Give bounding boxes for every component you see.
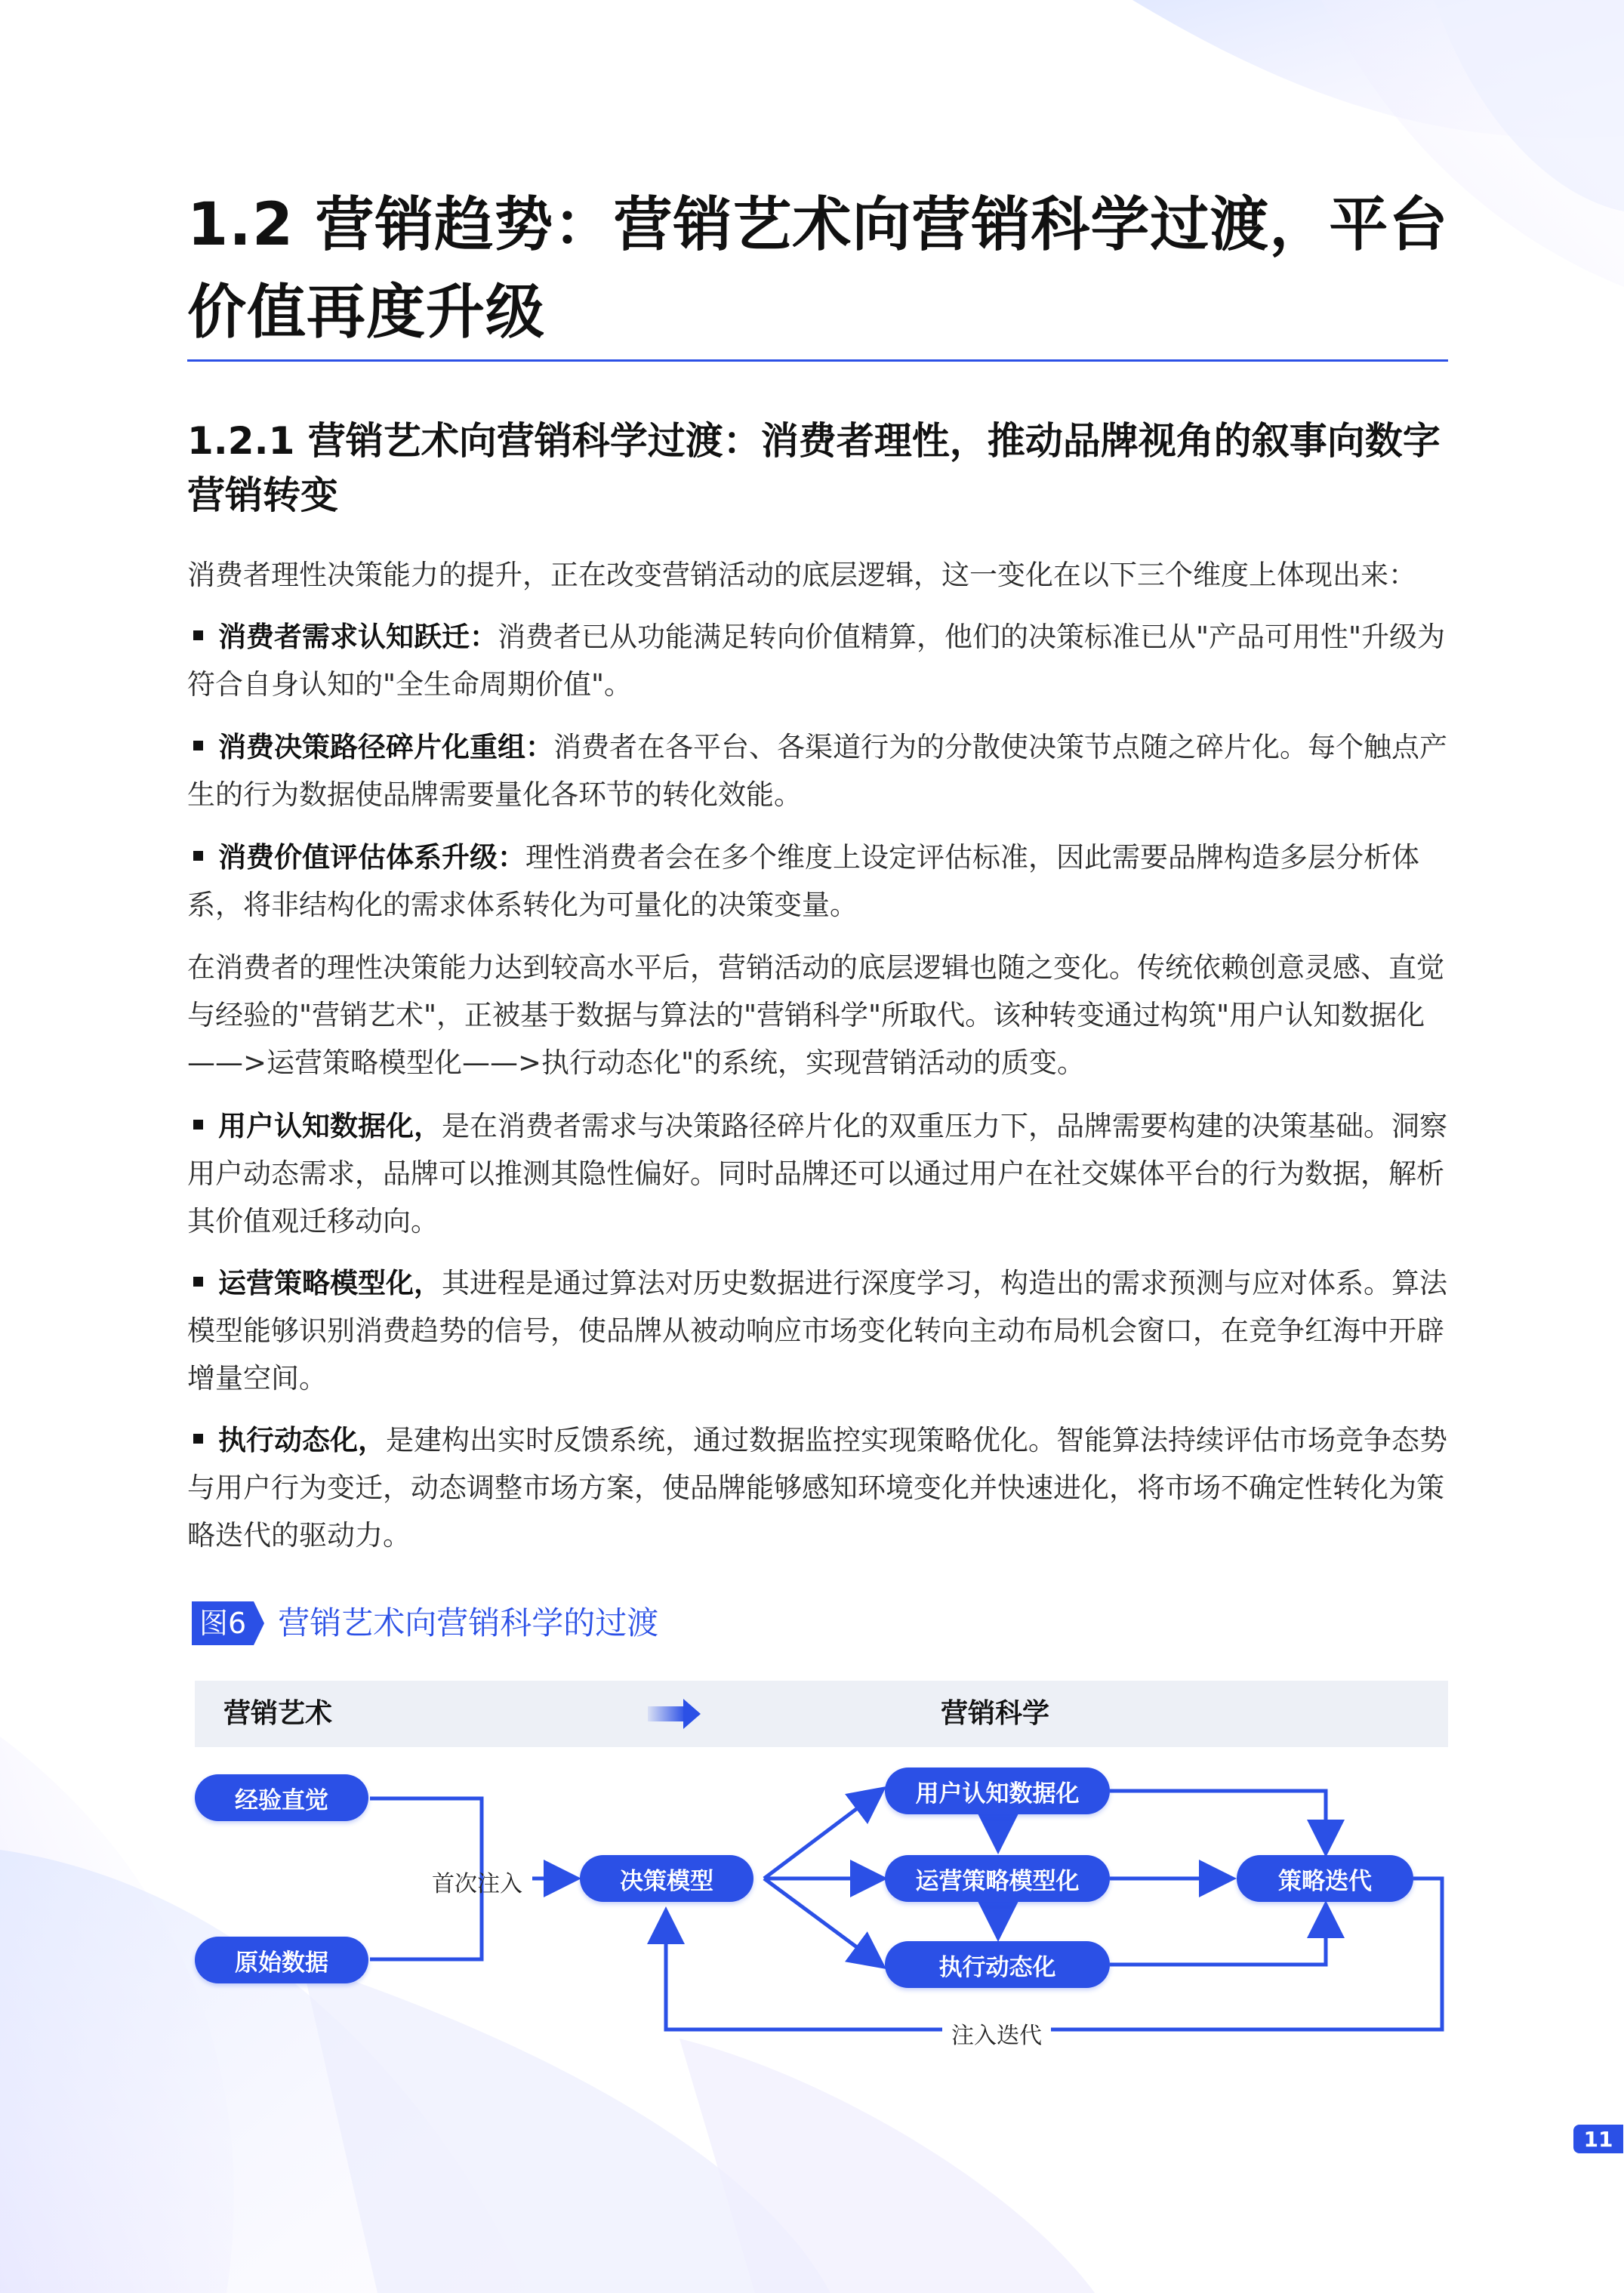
bullet-title: 消费价值评估体系升级： [218, 841, 525, 874]
bullet-title: 运营策略模型化， [218, 1267, 442, 1299]
bullet-title: 执行动态化， [218, 1424, 386, 1456]
subsection-heading: 1.2.1 营销艺术向营销科学过渡：消费者理性，推动品牌视角的叙事向数字营销转变 [187, 419, 1441, 517]
bullet-title: 消费决策路径碎片化重组： [218, 731, 553, 763]
header-marketing-art: 营销艺术 [223, 1698, 333, 1729]
header-arrow-icon [648, 1699, 701, 1729]
bullet-text: 消费者在各平台、各渠道行为的分散使决策节点随之碎片化。每个触点产生的行为数据使品牌需要量化各环节的转化效能。 [187, 731, 1447, 811]
node-strategy-iteration: 策略迭代 [1237, 1855, 1413, 1902]
bullet-title: 消费者需求认知跃迁： [218, 621, 498, 653]
node-operation-strategy-model: 运营策略模型化 [885, 1855, 1110, 1902]
section-heading: 1.2 营销趋势：营销艺术向营销科学过渡，平台价值再度升级 [187, 191, 1449, 347]
bullet-text: 是在消费者需求与决策路径碎片化的双重压力下，品牌需要构建的决策基础。洞察用户动态需求，品牌可以推测其隐性偏好。同时品牌还可以通过用户在社交媒体平台的行为数据，解析其价值观迁移动向。 [187, 1110, 1447, 1237]
intro-paragraph: 消费者理性决策能力的提升，正在改变营销活动的底层逻辑，这一变化在以下三个维度上体现出来： [187, 559, 1416, 591]
header-marketing-science: 营销科学 [941, 1698, 1050, 1729]
label-inject-iterate: 注入迭代 [942, 2017, 1051, 2050]
bullet-text: 消费者已从功能满足转向价值精算，他们的决策标准已从"产品可用性"升级为符合自身认知的"全生命周期价值"。 [187, 621, 1446, 701]
figure-caption: 营销艺术向营销科学的过渡 [278, 1604, 659, 1641]
label-first-inject: 首次注入 [432, 1871, 522, 1897]
page-number: 11 [1573, 2125, 1623, 2153]
node-decision-model: 决策模型 [580, 1855, 753, 1902]
node-experience-intuition: 经验直觉 [195, 1774, 368, 1821]
bullet-text: 理性消费者会在多个维度上设定评估标准，因此需要品牌构造多层分析体系，将非结构化的需求体系转化为可量化的决策变量。 [187, 841, 1419, 921]
node-execution-dynamic: 执行动态化 [885, 1941, 1110, 1988]
bullet-title: 用户认知数据化， [218, 1110, 442, 1142]
node-raw-data: 原始数据 [195, 1937, 368, 1983]
bullet-text: 其进程是通过算法对历史数据进行深度学习，构造出的需求预测与应对体系。算法模型能够识别消费趋势的信号，使品牌从被动响应市场变化转向主动布局机会窗口，在竞争红海中开辟增量空间。 [187, 1267, 1447, 1395]
node-user-cognition-data: 用户认知数据化 [885, 1768, 1110, 1814]
bullet-text: 是建构出实时反馈系统，通过数据监控实现策略优化。智能算法持续评估市场竞争态势与用户行为变迁，动态调整市场方案，使品牌能够感知环境变化并快速进化，将市场不确定性转化为策略迭代的驱动力。 [187, 1424, 1447, 1552]
middle-paragraph: 在消费者的理性决策能力达到较高水平后，营销活动的底层逻辑也随之变化。传统依赖创意灵感、直觉与经验的"营销艺术"，正被基于数据与算法的"营销科学"所取代。该种转变通过构筑"用户认知数据化——>运营策略模型化——>执行动态化"的系统，实现营销活动的质变。 [187, 951, 1444, 1079]
figure-tag: 图6 [192, 1601, 254, 1645]
